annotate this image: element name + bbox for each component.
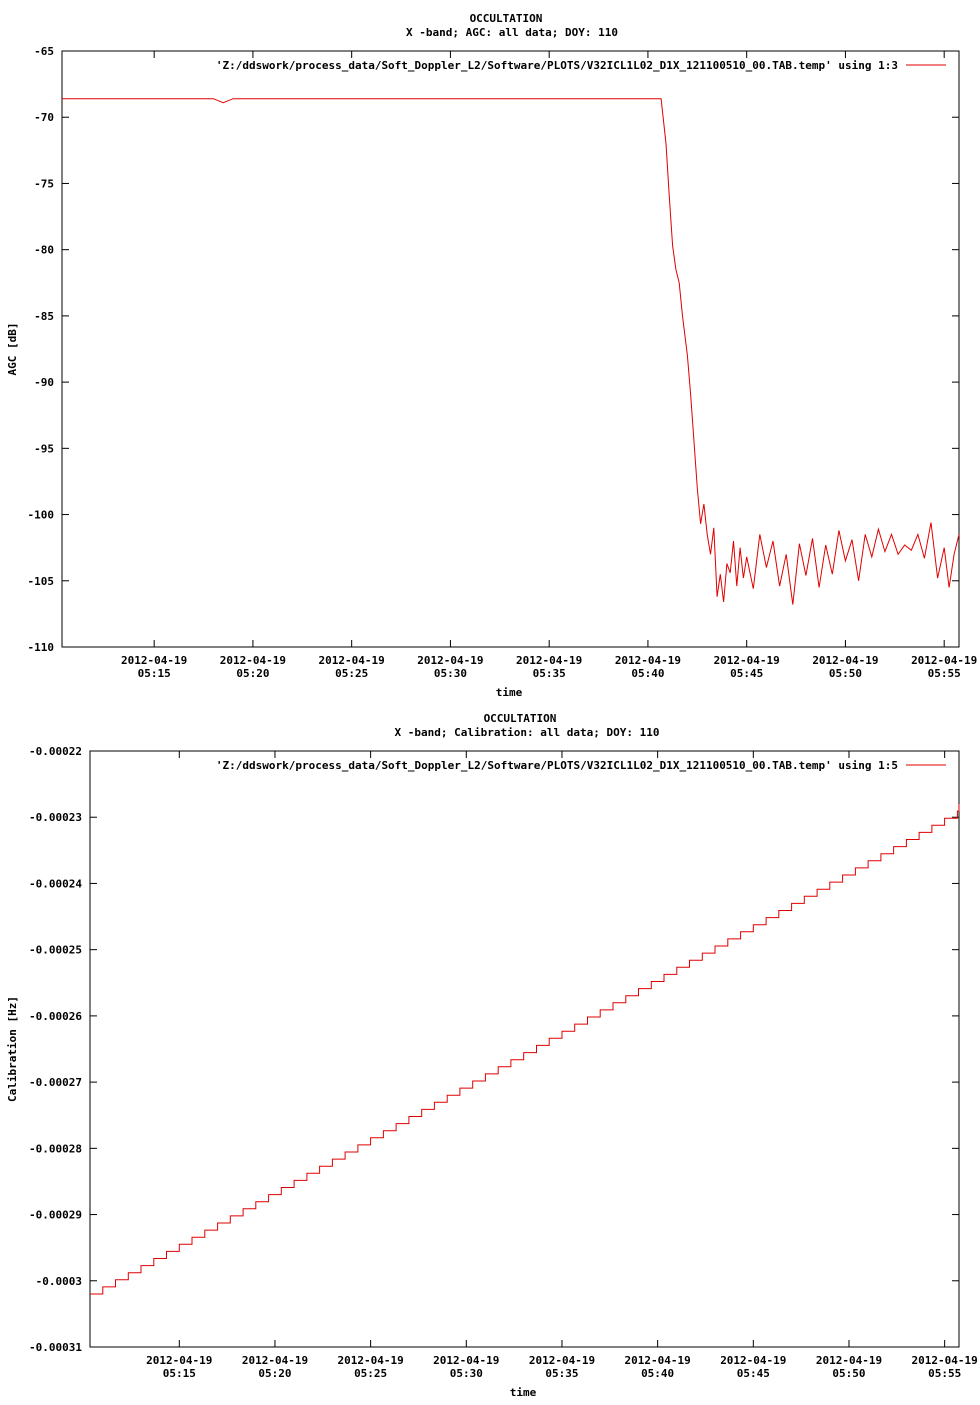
x-tick-label-time: 05:35 (532, 667, 566, 680)
series-line-agc (62, 99, 959, 605)
y-tick-label: -80 (34, 243, 54, 257)
chart-subtitle: X -band; Calibration: all data; DOY: 110 (394, 726, 660, 739)
legend-entry-label: 'Z:/ddswork/process_data/Soft_Doppler_L2/Software/PLOTS/V32ICL1L02_D1X_121100510_00.TAB.temp' using 1:3 (215, 59, 898, 72)
x-tick-label-time: 05:30 (449, 1367, 483, 1380)
x-tick-label-date: 2012-04-19 (614, 654, 682, 667)
y-axis-label: AGC [dB] (6, 322, 19, 376)
x-tick-label-time: 05:45 (730, 667, 764, 680)
y-tick-label: -0.00026 (29, 1009, 82, 1023)
chart-title: OCCULTATION (483, 712, 557, 725)
y-tick-label: -110 (27, 641, 54, 654)
x-tick-label-time: 05:35 (545, 1367, 579, 1380)
x-tick-label-time: 05:40 (641, 1367, 675, 1380)
y-tick-label: -0.00031 (29, 1341, 82, 1354)
y-tick-label: -75 (34, 177, 54, 191)
x-tick-label-date: 2012-04-19 (624, 1354, 691, 1367)
x-tick-label-date: 2012-04-19 (241, 1354, 309, 1367)
y-tick-label: -0.00024 (29, 877, 82, 891)
x-tick-label-time: 05:50 (832, 1367, 866, 1380)
legend (216, 59, 946, 72)
x-tick-label-date: 2012-04-19 (516, 654, 583, 667)
x-tick-label-date: 2012-04-19 (812, 654, 879, 667)
plot-area-frame (62, 51, 959, 647)
x-tick-label-time: 05:25 (354, 1367, 388, 1380)
chart-calibration (6, 712, 978, 1399)
chart-agc (6, 12, 977, 699)
x-tick-label-time: 05:55 (928, 1367, 962, 1380)
x-tick-label-time: 05:30 (433, 667, 467, 680)
y-tick-label: -0.00023 (29, 811, 82, 825)
x-tick-label-date: 2012-04-19 (318, 654, 385, 667)
y-tick-label: -105 (27, 574, 54, 588)
x-tick-label-time: 05:20 (258, 1367, 292, 1380)
y-tick-label: -70 (34, 111, 54, 125)
x-tick-label-date: 2012-04-19 (337, 1354, 404, 1367)
x-tick-label-date: 2012-04-19 (121, 654, 188, 667)
x-axis-label: time (509, 1386, 537, 1399)
x-tick-label-time: 05:40 (631, 667, 665, 680)
x-tick-label-time: 05:50 (828, 667, 862, 680)
x-tick-label-date: 2012-04-19 (911, 654, 978, 667)
x-tick-label-date: 2012-04-19 (911, 1354, 978, 1367)
x-tick-label-date: 2012-04-19 (815, 1354, 883, 1367)
chart-subtitle: X -band; AGC: all data; DOY: 110 (406, 26, 618, 39)
y-axis (29, 745, 959, 1354)
plot-area-frame (90, 751, 959, 1347)
series-line-calibration (90, 804, 959, 1294)
y-axis (28, 45, 960, 654)
y-tick-label: -65 (34, 45, 54, 58)
y-tick-label: -85 (34, 309, 54, 323)
x-tick-label-date: 2012-04-19 (528, 1354, 596, 1367)
x-tick-label-time: 05:25 (335, 667, 369, 680)
x-tick-label-date: 2012-04-19 (433, 1354, 500, 1367)
chart-title: OCCULTATION (469, 12, 543, 25)
x-axis (121, 51, 977, 680)
x-tick-label-time: 05:15 (137, 667, 171, 680)
y-axis-label: Calibration [Hz] (6, 996, 19, 1102)
y-tick-label: -0.00027 (29, 1076, 82, 1090)
y-tick-label: -0.00022 (29, 745, 82, 758)
x-tick-label-date: 2012-04-19 (713, 654, 780, 667)
x-axis-label: time (495, 686, 523, 699)
y-tick-label: -90 (34, 376, 54, 390)
x-tick-label-date: 2012-04-19 (146, 1354, 213, 1367)
x-tick-label-date: 2012-04-19 (219, 654, 287, 667)
legend-entry-label: 'Z:/ddswork/process_data/Soft_Doppler_L2/Software/PLOTS/V32ICL1L02_D1X_121100510_00.TAB.temp' using 1:5 (215, 759, 898, 772)
y-tick-label: -0.00029 (29, 1208, 82, 1222)
y-tick-label: -0.00028 (29, 1142, 82, 1156)
y-tick-label: -0.00025 (29, 943, 82, 957)
x-tick-label-date: 2012-04-19 (720, 1354, 787, 1367)
x-tick-label-time: 05:20 (236, 667, 270, 680)
y-tick-label: -100 (27, 508, 54, 522)
x-tick-label-time: 05:45 (736, 1367, 770, 1380)
x-tick-label-time: 05:15 (162, 1367, 196, 1380)
y-tick-label: -95 (34, 442, 54, 456)
y-tick-label: -0.0003 (35, 1274, 82, 1288)
x-tick-label-time: 05:55 (927, 667, 961, 680)
x-tick-label-date: 2012-04-19 (417, 654, 484, 667)
legend (216, 759, 946, 772)
x-axis (146, 751, 978, 1380)
